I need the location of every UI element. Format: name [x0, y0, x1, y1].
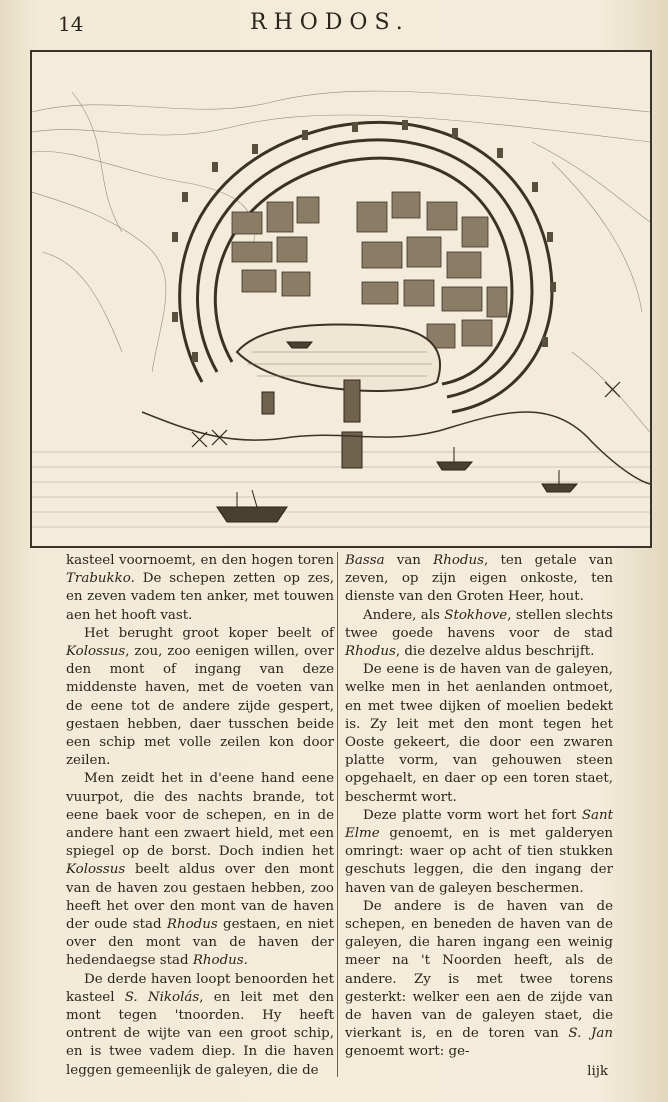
paragraph: Deze platte vorm wort het fort Sant Elme genoemt, en is met galderyen omringt: waer op acht of tien stukken geschuts leggen, die den ingang der haven van de galeyen beschermen. [345, 807, 613, 896]
paragraph: De eene is de haven van de galeyen, welke men in het aenlanden ontmoet, en met twee dijken of moelien bedekt is. Zy leit met den mont tegen het Ooste gekeert, die door een zwaren platte vorm, van gehouwen steen opgehaelt, en daer op een toren staet, beschermt wort. [345, 662, 613, 805]
catchword: lijk [587, 1064, 608, 1079]
paragraph: kasteel voornoemt, en den hogen toren Trabukko. De schepen zetten op zes, en zeven vadem ten anker, met touwen aen het hooft vast. [66, 553, 334, 623]
paragraph: De derde haven loopt benoorden het kasteel S. Nikolás, en leit met den mont tegen 'tnoorden. Hy heeft ontrent de wijte van een groot schip, en is twee vadem diep. In die haven leggen gemeenlijk de galeyen, die de [66, 971, 335, 1078]
engraving-plate [30, 50, 652, 548]
right-text-column [345, 552, 613, 1062]
page-number: 14 [58, 12, 84, 36]
paragraph: De andere is de haven van de schepen, en beneden de haven van de galeyen, die haren ingang een weinig meer na 't Noorden heeft, als de andere. Zy is met twee torens gesterkt: welker een aen de zijde van de haven van de galeyen staet, die vierkant is, en de toren van S. Jan genoemt wort: ge- [345, 898, 613, 1060]
page-header [0, 6, 668, 36]
paragraph: Men zeidt het in d'eene hand eene vuurpot, die des nachts brande, tot eene baek voor de schepen, en in de andere hant een zwaert hield, met een spiegel op de borst. Doch indien het Kolossus beelt aldus over den mont van de haven zou gestaen hebben, zoo heeft het over den mont van de haven der oude stad Rhodus gestaen, en niet over den mont van de haven der hedendaegse stad Rhodus. [66, 771, 334, 969]
running-title: RHODOS. [250, 10, 410, 35]
paragraph: Het berught groot koper beelt of Kolossus, zou, zoo eenigen willen, over den mont of ingang van deze middenste haven, met de voeten van de eene tot de andere zijde gespert, gestaen hebben, daer tusschen beide een schip met volle zeilen kon door zeilen. [66, 625, 334, 769]
paragraph: Andere, als Stokhove, stellen slechts twee goede havens voor de stad Rhodus, die dezelve aldus beschrijft. [345, 607, 613, 660]
column-divider [337, 552, 338, 1077]
paragraph: Bassa van Rhodus, ten getale van zeven, op zijn eigen onkoste, ten dienste van den Groten Heer, hout. [345, 553, 614, 605]
city-engraving [32, 52, 650, 546]
left-text-column [66, 552, 334, 1080]
